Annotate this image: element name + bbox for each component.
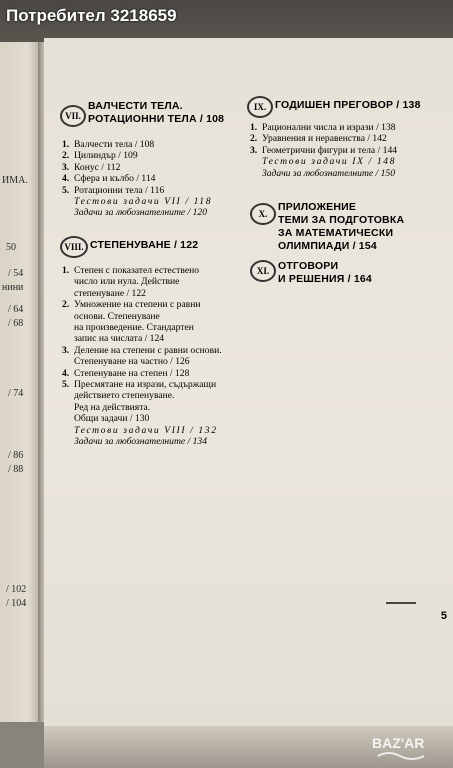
toc-item: 5. Пресмятане на изрази, съдържащи [62, 379, 217, 391]
left-fragment: / 64 [8, 304, 24, 315]
toc-item: 1. Валчести тела / 108 [62, 139, 155, 150]
chapter-items [250, 122, 397, 179]
chapter-badge: XI. [250, 260, 276, 282]
toc-item: 2. Умножение на степени с равни [62, 299, 201, 311]
toc-extra: Тестови задачи IX / 148 [262, 156, 397, 168]
toc-extra: Задачи за любознателните / 120 [74, 207, 207, 219]
toc-item: на произведение. Стандартен [74, 322, 194, 334]
chapter-title-line: ЗА МАТЕМАТИЧЕСКИ [278, 227, 394, 239]
chapter-title-line: РОТАЦИОННИ ТЕЛА / 108 [88, 113, 225, 125]
toc-extra: Тестови задачи VIII / 132 [74, 424, 218, 436]
chapter-title-line: ОТГОВОРИ [278, 260, 339, 272]
toc-item: 1. Рационални числа и изрази / 138 [250, 122, 396, 133]
page-number-rule [386, 602, 416, 604]
left-fragment: / 86 [8, 450, 24, 461]
toc-item: Ред на действията. [74, 401, 151, 413]
chapter-badge: VII. [60, 105, 86, 127]
chapter-badge: IX. [247, 96, 273, 118]
chapter-items [62, 265, 222, 448]
toc-item: число или нула. Действие [74, 276, 180, 288]
chapter-badge: VIII. [60, 236, 88, 258]
toc-item: Степенуване на частно / 126 [74, 356, 190, 368]
chapter-items [62, 139, 212, 219]
toc-extra: Задачи за любознателните / 150 [262, 167, 395, 179]
toc-item: 3. Геометрични фигури и тела / 144 [250, 144, 398, 156]
chapter-badge: X. [250, 203, 276, 225]
toc-item: 4. Сфера и кълбо / 114 [62, 173, 156, 185]
toc-item: 3. Конус / 112 [62, 161, 121, 173]
chapter-title-line: ОЛИМПИАДИ / 154 [278, 240, 377, 252]
left-fragment: / 74 [8, 388, 24, 399]
left-fragment: / 54 [8, 268, 24, 279]
chapter-title-line: ВАЛЧЕСТИ ТЕЛА. [88, 100, 183, 112]
toc-item: запис на числата / 124 [74, 333, 165, 345]
svg-text:BAZ'AR: BAZ'AR [372, 735, 425, 751]
chapter-title [278, 260, 372, 286]
toc-item: 1. Степен с показател естествено [62, 265, 200, 276]
left-fragment: ИМА. [2, 175, 28, 186]
toc-item: Общи задачи / 130 [74, 413, 150, 425]
left-fragment: / 104 [6, 598, 27, 609]
toc-item: 2. Уравнения и неравенства / 142 [250, 133, 387, 145]
chapter-title-line: ПРИЛОЖЕНИЕ [278, 201, 357, 213]
left-page [0, 42, 40, 722]
left-fragment: / 102 [6, 584, 27, 595]
toc-item: 5. Ротационни тела / 116 [62, 184, 165, 196]
left-fragment: 50 [6, 242, 16, 253]
toc-item: 4. Степенуване на степен / 128 [62, 367, 190, 379]
toc-item: 3. Деление на степени с равни основи. [62, 344, 222, 356]
page-number: 5 [440, 610, 447, 622]
chapter-title: СТЕПЕНУВАНЕ / 122 [90, 239, 199, 251]
toc-item: действието степенуване. [74, 390, 175, 402]
left-fragment: нини [2, 282, 24, 293]
toc-item: степенуване / 122 [74, 287, 146, 299]
left-fragment: / 88 [8, 464, 24, 475]
left-fragment: / 68 [8, 318, 24, 329]
bazar-logo-icon [370, 728, 450, 762]
toc-extra: Задачи за любознателните / 134 [74, 436, 207, 448]
chapter-title-line: ТЕМИ ЗА ПОДГОТОВКА [278, 214, 405, 226]
chapter-title: ГОДИШЕН ПРЕГОВОР / 138 [275, 99, 421, 111]
chapter-title [278, 201, 404, 253]
toc-item: основи. Степенуване [74, 310, 160, 322]
watermark-user: Потребител 3218659 [6, 6, 177, 25]
toc-item: 2. Цилиндър / 109 [62, 150, 138, 162]
chapter-title [88, 100, 224, 126]
toc-extra: Тестови задачи VII / 118 [74, 196, 213, 208]
chapter-title-line: И РЕШЕНИЯ / 164 [278, 273, 372, 285]
